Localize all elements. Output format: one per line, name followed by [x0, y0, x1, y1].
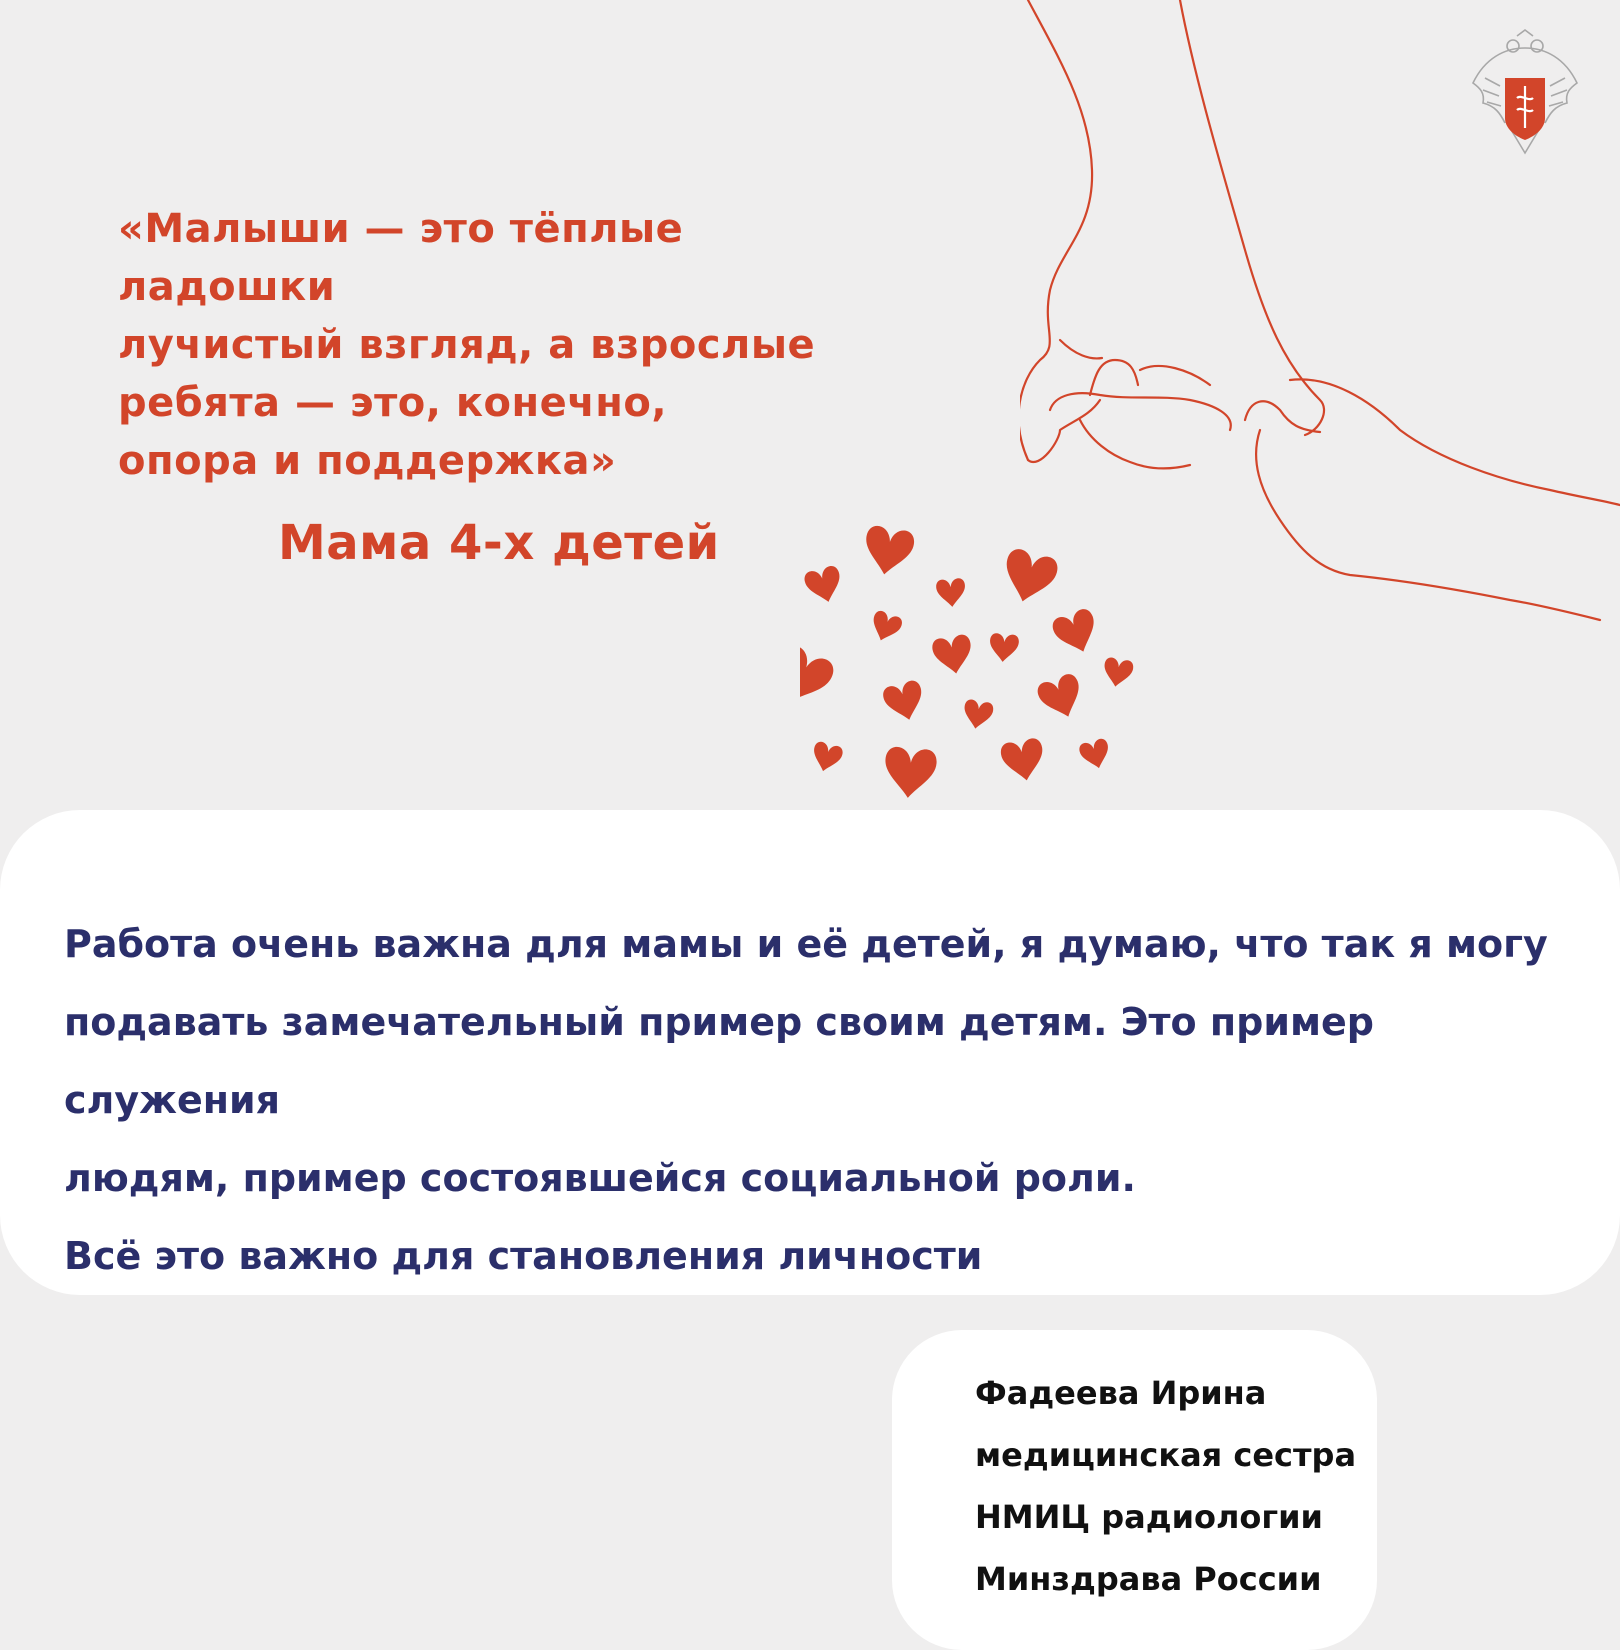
- quote-line: «Малыши — это тёплые ладошки: [118, 206, 684, 310]
- story-line: Всё это важно для становления личности: [64, 1234, 983, 1278]
- signature-position: медицинская сестра: [975, 1436, 1357, 1474]
- signature-org-line1: НМИЦ радиологии: [975, 1498, 1323, 1536]
- ministry-emblem-icon: [1465, 28, 1585, 158]
- quote-line: ребята — это, конечно,: [118, 380, 668, 426]
- story-text: [64, 905, 1564, 1295]
- quote-author: Мама 4-х детей: [278, 515, 720, 571]
- signature-name: Фадеева Ирина: [975, 1374, 1267, 1412]
- story-line: людям, пример состоявшейся социальной роли.: [64, 1156, 1136, 1200]
- quote-line: опора и поддержка»: [118, 438, 617, 484]
- signature-text: [975, 1362, 1356, 1610]
- quote-line: лучистый взгляд, а взрослые: [118, 322, 816, 368]
- quote-block: [118, 200, 898, 490]
- story-line: Работа очень важна для мамы и её детей, я думаю, что так я могу: [64, 922, 1548, 966]
- story-line: подавать замечательный пример своим детям. Это пример служения: [64, 1000, 1374, 1122]
- signature-org-line2: Минздрава России: [975, 1560, 1322, 1598]
- hearts-cluster-illustration: [800, 520, 1140, 830]
